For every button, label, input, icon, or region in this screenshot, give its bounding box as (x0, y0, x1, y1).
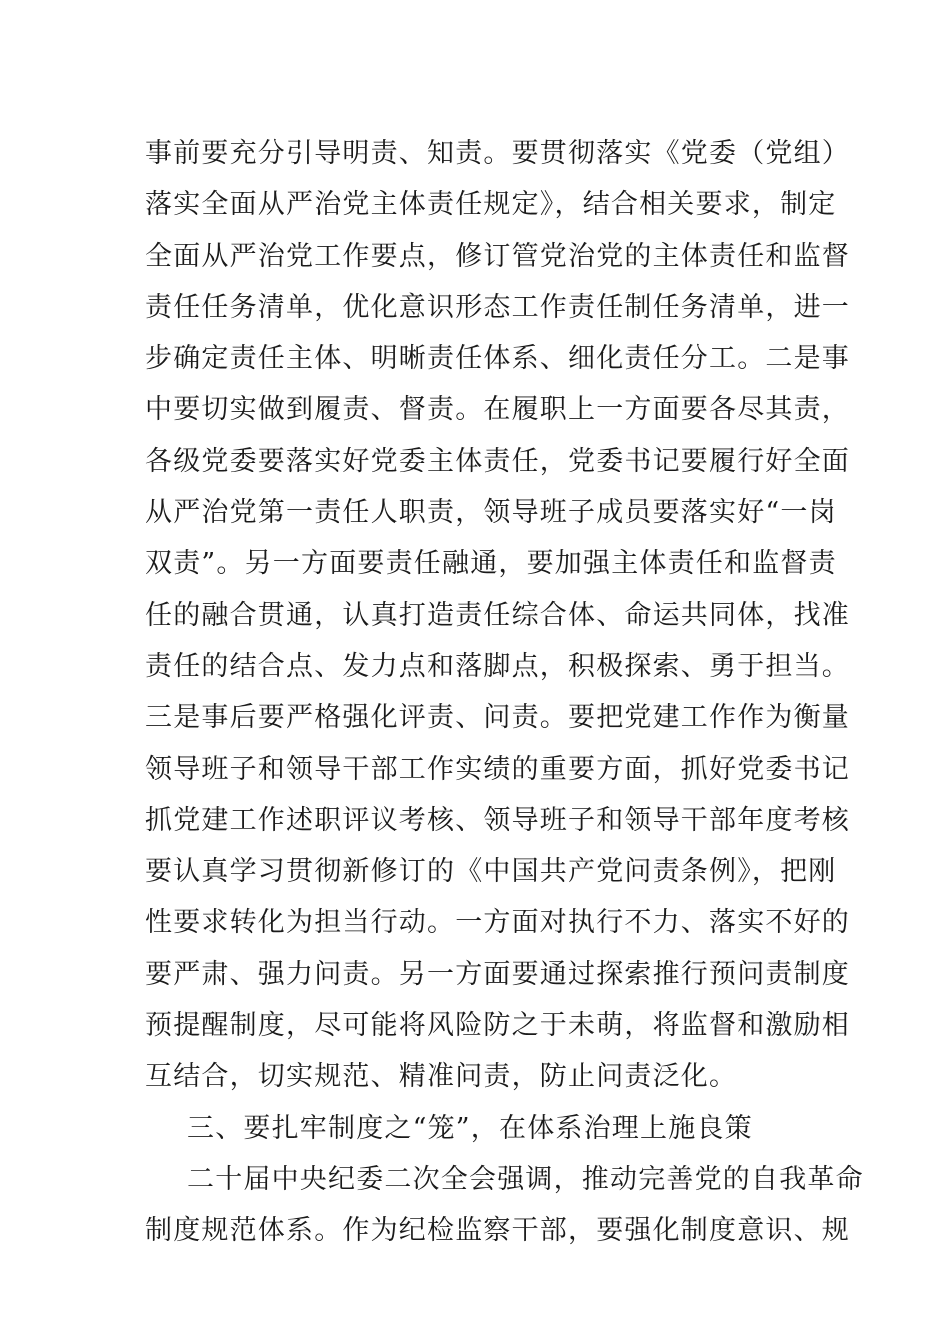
text-line: 各级党委要落实好党委主体责任，党委书记要履行好全面 (145, 445, 850, 477)
section-heading: 三、要扎牢制度之“笼”，在体系治理上施良策 (187, 1112, 753, 1144)
text-line: 中要切实做到履责、督责。在履职上一方面要各尽其责， (145, 394, 850, 426)
text-line: 要认真学习贯彻新修订的《中国共产党问责条例》，把刚 (145, 856, 837, 888)
text-line: 步确定责任主体、明晰责任体系、细化责任分工。二是事 (145, 343, 850, 375)
text-line: 领导班子和领导干部工作实绩的重要方面，抓好党委书记 (145, 753, 850, 785)
text-line: 全面从严治党工作要点，修订管党治党的主体责任和监督 (145, 240, 850, 272)
paragraph-first-line: 二十届中央纪委二次全会强调，推动完善党的自我革命 (187, 1163, 864, 1195)
text-line: 从严治党第一责任人职责，领导班子成员要落实好“一岗 (145, 497, 837, 529)
text-line: 制度规范体系。作为纪检监察干部，要强化制度意识、规 (145, 1215, 850, 1247)
document-body (145, 128, 864, 1257)
text-line: 三是事后要严格强化评责、问责。要把党建工作作为衡量 (145, 702, 850, 734)
text-line: 互结合，切实规范、精准问责，防止问责泛化。 (145, 1061, 738, 1093)
text-line: 要严肃、强力问责。另一方面要通过探索推行预问责制度 (145, 958, 850, 990)
text-line: 事前要充分引导明责、知责。要贯彻落实《党委（党组） (145, 138, 850, 169)
text-line: 双责”。另一方面要责任融通，要加强主体责任和监督责 (145, 548, 837, 580)
text-line: 责任的结合点、发力点和落脚点，积极探索、勇于担当。 (145, 650, 850, 682)
text-line: 抓党建工作述职评议考核、领导班子和领导干部年度考核 (145, 804, 850, 836)
text-line: 性要求转化为担当行动。一方面对执行不力、落实不好的 (145, 907, 850, 939)
text-line: 任的融合贯通，认真打造责任综合体、命运共同体，找准 (145, 599, 850, 631)
text-line: 责任任务清单，优化意识形态工作责任制任务清单，进一 (145, 291, 850, 323)
text-line: 落实全面从严治党主体责任规定》，结合相关要求，制定 (145, 189, 837, 221)
text-line: 预提醒制度，尽可能将风险防之于未萌，将监督和激励相 (145, 1010, 850, 1042)
